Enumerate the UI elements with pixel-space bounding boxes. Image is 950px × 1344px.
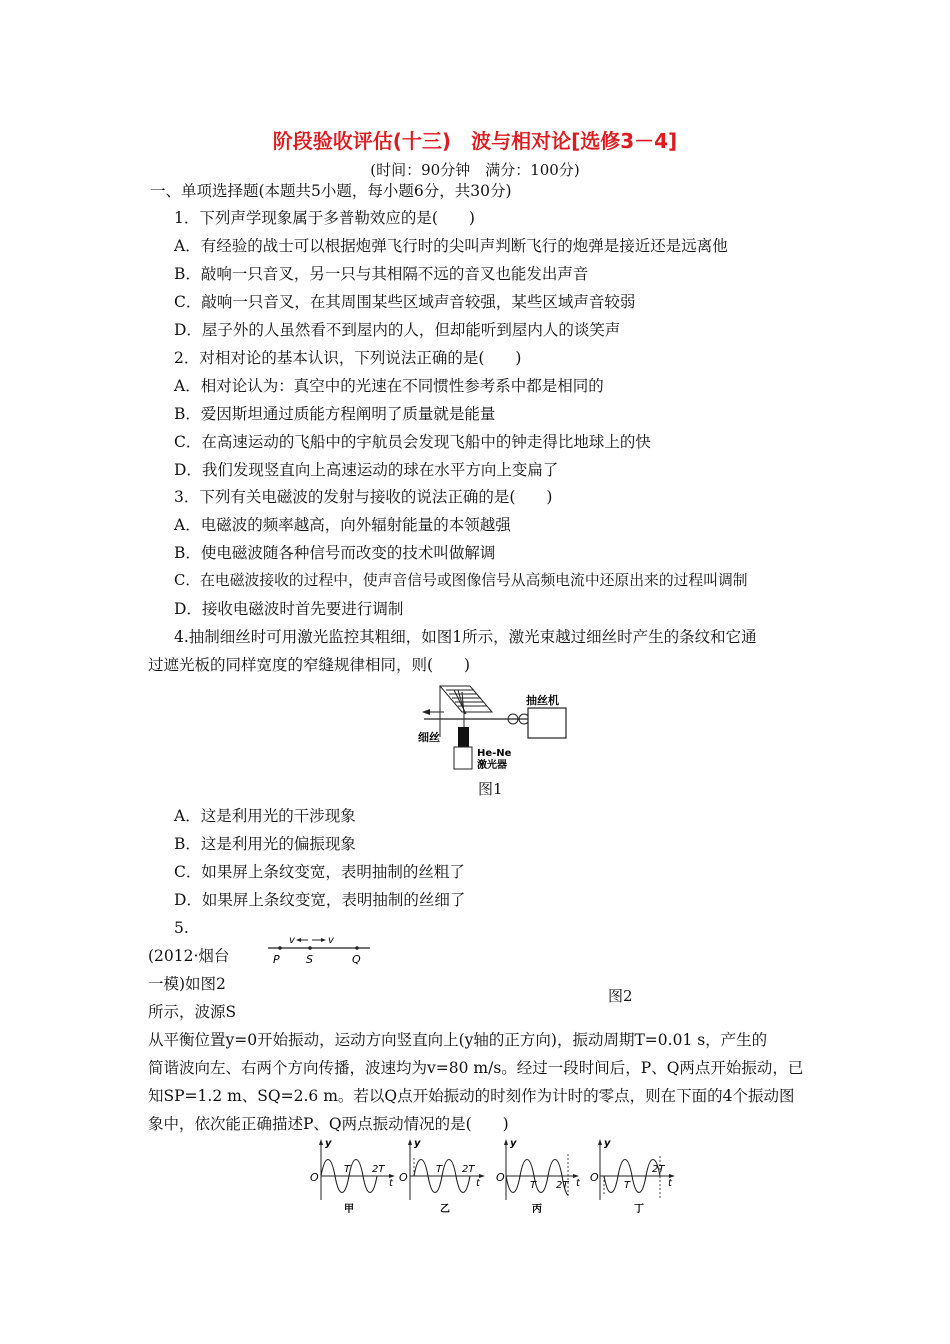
graph-jia (310, 1138, 395, 1215)
q1-option-a: A．有经验的战士可以根据炮弹飞行时的尖叫声判断飞行的炮弹是接近还是远离他 (174, 237, 728, 255)
graph-ding-o: O (590, 1171, 599, 1184)
graph-yi (399, 1138, 485, 1215)
graph-jia-y: y (325, 1138, 332, 1149)
q3-option-a: A．电磁波的频率越高，向外辐射能量的本领越强 (174, 516, 511, 534)
graph-jia-t: t (389, 1178, 393, 1189)
q5-number: 5. (174, 919, 189, 937)
page-title: 阶段验收评估(十三) 波与相对论[选修3－4] (272, 129, 678, 153)
wire-label: 细丝 (418, 731, 440, 744)
section-heading: 一、单项选择题(本题共5小题，每小题6分，共30分) (150, 182, 512, 200)
graph-bing (496, 1138, 581, 1215)
q5-left-line-2: 一模)如图2 (148, 975, 226, 993)
q2-option-a: A．相对论认为：真空中的光速在不同惯性参考系中都是相同的 (174, 377, 604, 395)
graph-jia-name: 甲 (344, 1204, 354, 1215)
graph-bing-name: 丙 (532, 1204, 542, 1215)
point-q (355, 946, 359, 950)
graph-bing-t2: 2T (556, 1180, 569, 1191)
q2-option-c: C．在高速运动的飞船中的宇航员会发现飞船中的钟走得比地球上的快 (174, 433, 651, 451)
laser-label-2: 激光器 (477, 760, 507, 771)
graph-ding-name: 丁 (634, 1204, 644, 1215)
graph-yi-t: t (476, 1178, 480, 1189)
graph-ding-t: t (668, 1178, 672, 1189)
q4-stem-line2: 过遮光板的同样宽度的窄缝规律相同，则( ) (148, 656, 471, 674)
graph-jia-o: O (310, 1171, 319, 1184)
graph-jia-t1: T (344, 1164, 351, 1175)
graph-bing-y: y (510, 1138, 517, 1149)
q2-option-b: B．爱因斯坦通过质能方程阐明了质量就是能量 (174, 405, 496, 423)
drawing-machine-box (528, 708, 566, 738)
figure-1-diagram (410, 682, 580, 774)
q1-stem: 1．下列声学现象属于多普勒效应的是( ) (174, 209, 475, 227)
q4-stem-line1: 4.抽制细丝时可用激光监控其粗细，如图1所示，激光束越过细丝时产生的条纹和它通 (174, 628, 757, 646)
q5-body-line-1: 从平衡位置y=0开始振动，运动方向竖直向上(y轴的正方向)，振动周期T=0.01 s，产生的 (148, 1031, 768, 1049)
graph-ding (590, 1138, 675, 1215)
point-p (278, 946, 282, 950)
q4-option-a: A．这是利用光的干涉现象 (174, 807, 356, 825)
q5-body-line-2: 简谐波向左、右两个方向传播，波速均为v=80 m/s。经过一段时间后，P、Q两点开始振动，已 (148, 1059, 804, 1077)
label-s: S (306, 953, 313, 966)
graph-ding-t1: T (624, 1180, 631, 1191)
graph-yi-t1: T (436, 1164, 443, 1175)
velocity-left-label: v (289, 935, 295, 946)
q3-option-b: B．使电磁波随各种信号而改变的技术叫做解调 (174, 544, 496, 562)
figure-2-diagram (265, 928, 380, 970)
q2-stem: 2．对相对论的基本认识，下列说法正确的是( ) (174, 349, 522, 367)
graph-bing-t: t (576, 1178, 580, 1189)
laser-body (454, 747, 472, 769)
graph-bing-o: O (496, 1171, 505, 1184)
q3-option-c: C．在电磁波接收的过程中，使声音信号或图像信号从高频电流中还原出来的过程叫调制 (174, 572, 748, 589)
figure-2-caption: 图2 (608, 987, 633, 1005)
graph-ding-t2: 2T (652, 1164, 665, 1175)
graph-yi-y: y (414, 1138, 421, 1149)
page-subtitle: (时间：90分钟 满分：100分) (370, 161, 580, 179)
graph-yi-o: O (399, 1171, 408, 1184)
q5-body-line-4: 象中，依次能正确描述P、Q两点振动情况的是( ) (148, 1115, 509, 1133)
laser-label-1: He-Ne (477, 748, 512, 759)
q5-left-line-3: 所示，波源S (148, 1003, 237, 1021)
label-p: P (273, 953, 280, 966)
figure-1-caption: 图1 (478, 780, 503, 798)
graph-yi-name: 乙 (440, 1204, 450, 1215)
drawing-machine-label: 抽丝机 (526, 694, 559, 707)
q4-option-b: B．这是利用光的偏振现象 (174, 835, 356, 853)
point-s (308, 946, 312, 950)
q1-option-c: C．敲响一只音叉，在其周围某些区域声音较强，某些区域声音较弱 (174, 293, 636, 311)
graph-bing-t1: T (530, 1180, 537, 1191)
q3-stem: 3．下列有关电磁波的发射与接收的说法正确的是( ) (174, 488, 553, 506)
velocity-right-label: v (328, 935, 334, 946)
q1-option-b: B．敲响一只音叉，另一只与其相隔不远的音叉也能发出声音 (174, 265, 589, 283)
graph-jia-t2: 2T (372, 1164, 385, 1175)
vibration-graphs (300, 1136, 690, 1216)
q2-option-d: D．我们发现竖直向上高速运动的球在水平方向上变扁了 (174, 461, 559, 479)
q4-option-c: C．如果屏上条纹变宽，表明抽制的丝粗了 (174, 863, 465, 881)
graph-yi-t2: 2T (462, 1164, 475, 1175)
graph-ding-y: y (604, 1138, 611, 1149)
q4-option-d: D．如果屏上条纹变宽，表明抽制的丝细了 (174, 891, 466, 909)
q3-option-d: D．接收电磁波时首先要进行调制 (174, 600, 404, 618)
q5-left-line-1: (2012·烟台 (148, 947, 230, 965)
screen-plate (440, 686, 492, 714)
q5-body-line-3: 知SP=1.2 m、SQ=2.6 m。若以Q点开始振动的时刻作为计时的零点，则在下面的4个振动图 (148, 1087, 795, 1105)
q1-option-d: D．屋子外的人虽然看不到屋内的人，但却能听到屋内人的谈笑声 (174, 321, 621, 339)
laser-head (458, 727, 469, 747)
label-q: Q (352, 953, 361, 966)
